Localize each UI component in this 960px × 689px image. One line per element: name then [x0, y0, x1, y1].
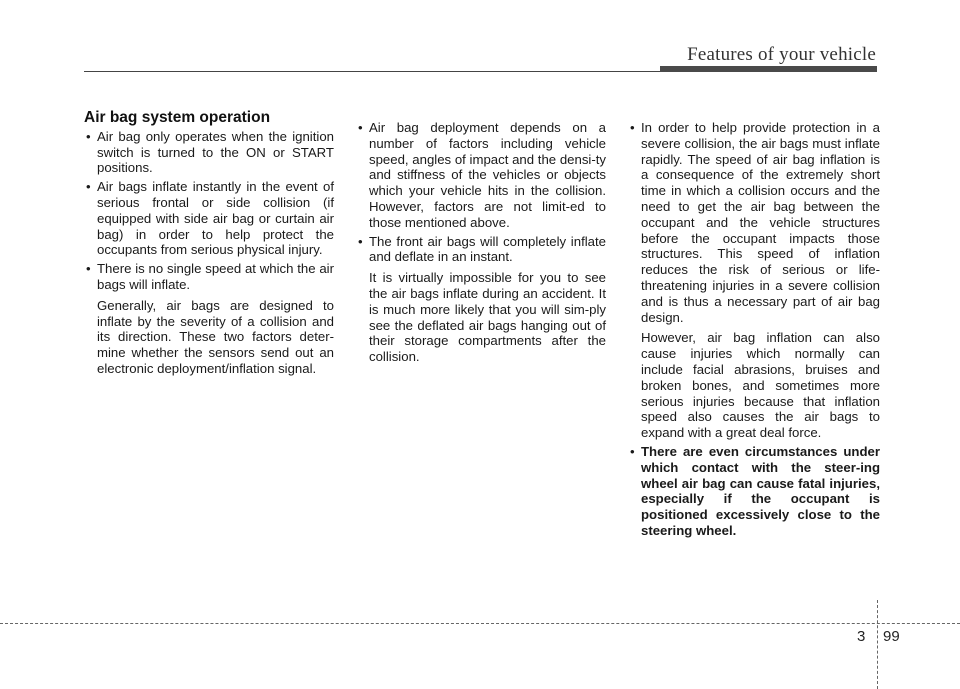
paragraph: • Air bag only operates when the ignition switch is turned to the ON or START positions. [97, 128, 334, 176]
bullet-item [356, 234, 606, 365]
paragraph: It is virtually impossible for you to see the air bags inflate during an accident. It is much more likely that you will sim-ply see the deflated air bags hanging out of their storage compartments after the collision. [369, 270, 606, 365]
paragraph: • There is no single speed at which the air bags will inflate. [97, 261, 334, 292]
paragraph: • In order to help provide protection in a severe collision, the air bags must inflate rapidly. The speed of air bag inflation is a consequence of the extremely short time in which a collision occurs and the need to get the air bag between the occupant and the vehicle structures before the occupant impacts those structures. This speed of inflation reduces the risk of serious or life-threatening injuries in a severe collision and is thus a necessary part of air bag design. [641, 120, 880, 325]
footer-divider [0, 623, 960, 624]
page-number: 99 [883, 628, 900, 645]
bullet-item [84, 129, 334, 176]
paragraph: Generally, air bags are designed to inflate by the severity of a collision and its direction. These two factors deter-mine whether the sensors send out an electronic deployment/inflation signal. [97, 297, 334, 376]
bullet-list [84, 129, 334, 377]
page-header-title: Features of your vehicle [687, 44, 876, 65]
paragraph: • Air bag deployment depends on a number of factors including vehicle speed, angles of impact and the densi-ty and stiffness of the vehicles or objects which your vehicle hits in the collision. However, factors are not limit-ed to those mentioned above. [369, 120, 606, 230]
bullet-item [84, 261, 334, 377]
bullet-item [356, 120, 606, 231]
paragraph: • Air bags inflate instantly in the event of serious frontal or side collision (if equipped with side air bag or curtain air bag) in order to help protect the occupants from serious physical injury. [97, 179, 334, 258]
footer-page-divider [877, 600, 878, 689]
bullet-list [356, 120, 606, 365]
column-1 [84, 110, 334, 380]
column-3 [628, 120, 880, 542]
bullet-item [84, 179, 334, 258]
paragraph: • The front air bags will completely inflate and deflate in an instant. [369, 233, 606, 265]
warning-paragraph: • There are even circumstances under which contact with the steer-ing wheel air bag can cause fatal injuries, especially if the occupant is positioned excessively close to the steering wheel. [641, 443, 880, 538]
column-2 [356, 120, 606, 368]
bullet-item [628, 120, 880, 441]
header-accent-bar [660, 66, 877, 72]
paragraph: However, air bag inflation can also cause injuries which normally can include facial abrasions, bruises and broken bones, and sometimes more serious injuries because that inflation speed also causes the air bags to expand with a great deal force. [641, 330, 880, 441]
bullet-list [628, 120, 880, 539]
warning-bullet-item [628, 444, 880, 539]
header-rule [84, 71, 660, 72]
section-heading: Air bag system operation [84, 109, 271, 126]
chapter-number: 3 [857, 628, 866, 645]
